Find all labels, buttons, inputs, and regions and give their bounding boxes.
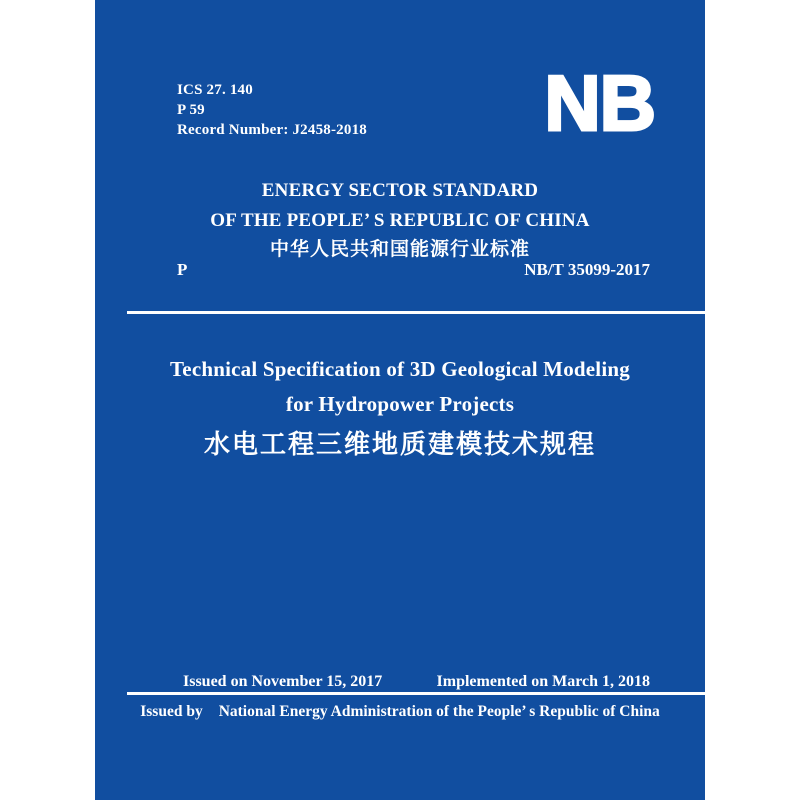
ics-code: ICS 27. 140 (177, 82, 253, 98)
standard-number: NB/T 35099-2017 (524, 260, 650, 279)
code-row (177, 260, 650, 280)
standard-header-chinese: 中华人民共和国能源行业标准 (269, 239, 530, 260)
issuer-label: Issued by (140, 703, 203, 720)
record-number: Record Number: J2458-2018 (177, 122, 367, 138)
nb-logo: NB (544, 59, 655, 147)
standard-header (95, 176, 705, 264)
classification-code: P 59 (177, 102, 205, 118)
title-chinese: 水电工程三维地质建模技术规程 (203, 429, 596, 459)
standard-header-line1: ENERGY SECTOR STANDARD (261, 180, 539, 201)
class-letter: P (177, 260, 188, 279)
standard-header-line2: OF THE PEOPLE’ S REPUBLIC OF CHINA (210, 210, 590, 231)
issuer-organization: National Energy Administration of the People’ s Republic of China (218, 703, 660, 720)
title-en-line1: Technical Specification of 3D Geological Modeling (170, 357, 630, 381)
dates-row (183, 672, 650, 692)
issued-date: Issued on November 15, 2017 (183, 673, 383, 690)
standard-cover (95, 0, 705, 800)
top-rule (127, 311, 705, 314)
title-block (95, 352, 705, 461)
implemented-date: Implemented on March 1, 2018 (436, 673, 650, 690)
title-en-line2: for Hydropower Projects (285, 392, 515, 416)
bottom-rule (127, 692, 705, 695)
meta-block (177, 80, 367, 140)
issuer-row (95, 702, 705, 722)
